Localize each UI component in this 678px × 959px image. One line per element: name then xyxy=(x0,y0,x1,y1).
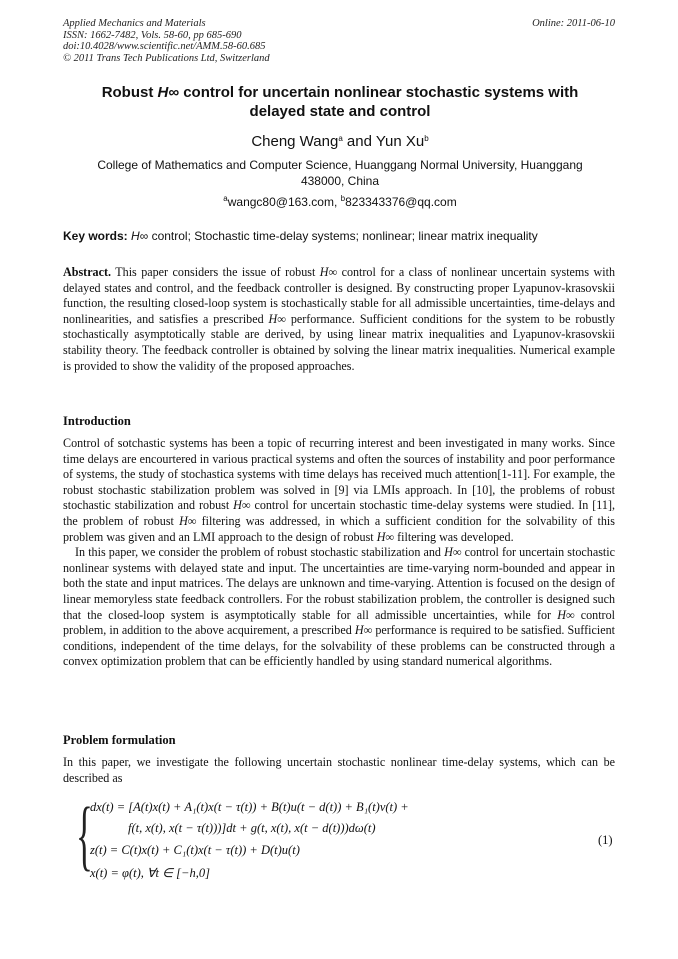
author-sup: a xyxy=(338,134,343,143)
problem-formulation-heading: Problem formulation xyxy=(63,733,176,747)
hinf-symbol: H∞ xyxy=(268,311,286,326)
keywords-label: Key words: xyxy=(63,229,132,243)
author-list xyxy=(60,133,620,150)
equation-number: (1) xyxy=(598,833,613,847)
copyright-line: © 2011 Trans Tech Publications Ltd, Switzerland xyxy=(63,52,270,64)
intro-text: control for uncertain stochastic nonlinear systems with delayed state and input. The uncertainties are time-varying norm-bounded and appear in both the state and input matrices. The delays are unknown and time-varying. Attention is focused on the design of linear memoryless state feedback controllers. For the robust stabilization problem, the controller is designed such that the closed-loop system is asymptotically stable for all admissible uncertainties, while for xyxy=(63,545,615,622)
title-part: Robust xyxy=(101,84,158,101)
email-sup: a xyxy=(223,194,228,203)
title-line2: delayed state and control xyxy=(249,103,431,120)
equation-line-2: f(t, x(t), x(t − τ(t)))]dt + g(t, x(t), x(t − d(t)))dω(t) xyxy=(128,821,376,835)
intro-text: control for uncertain stochastic time-delay systems were studied. In [11], the problem of robust xyxy=(63,498,615,528)
problem-formulation-text: In this paper, we investigate the following uncertain stochastic nonlinear time-delay systems, which can be described as xyxy=(63,755,615,785)
equation-line-4: x(t) = φ(t), ∀t ∈ [−h,0] xyxy=(90,866,210,880)
intro-text: filtering was developed. xyxy=(394,529,514,544)
hinf-symbol: H∞ xyxy=(179,513,197,528)
equation-line-1: dx(t) = [A(t)x(t) + A₁(t)x(t − τ(t)) + B(t)u(t − d(t)) + B₁(t)v(t) + xyxy=(90,800,409,814)
intro-text: filtering was addressed, in which a sufficient condition for the solvability of this problem was given and an LMI approach to the design of robust xyxy=(63,513,615,544)
introduction-body xyxy=(63,436,615,670)
email-link[interactable]: wangc80@163.com, xyxy=(227,195,341,209)
author-name: Cheng Wang xyxy=(251,133,339,150)
author-sup: b xyxy=(424,134,429,143)
equation-line-3: z(t) = C(t)x(t) + C₁(t)x(t − τ(t)) + D(t)u(t) xyxy=(90,843,300,857)
keywords-text: control; Stochastic time-delay systems; nonlinear; linear matrix inequality xyxy=(148,229,538,243)
paper-title xyxy=(80,83,600,121)
journal-header xyxy=(63,18,615,64)
title-hinf: H∞ xyxy=(157,84,180,101)
doi-line: doi:10.4028/www.scientific.net/AMM.58-60.685 xyxy=(63,41,266,52)
hinf-symbol: H∞ xyxy=(319,265,338,279)
intro-paragraph-1 xyxy=(63,436,615,545)
left-brace-icon: { xyxy=(76,791,93,878)
keywords-hinf: H∞ xyxy=(131,229,149,243)
abstract-text: control for a class of nonlinear uncertain systems with delayed states and control, and the feedback controller is designed. By constructing proper Lyapunov-krasovskii function, the resulting closed-loop system is stochastically stable for all admissible uncertainties, time-delays and nonlinearities, and satisfies a prescribed xyxy=(63,265,615,326)
intro-text: Control of sotchastic systems has been a topic of recurring interest and been investigated in many works. Since time delays are encourtered in various practical systems and often the sources of instability and poor performance of systems, the study of stochastica systems with time delays has received much attention[1-11]. For example, the robust stochastic stabilization problem was solved in [9] via LMIs approach. In [10], the problems of robust stochastic stabilization and robust xyxy=(63,436,615,513)
introduction-heading: Introduction xyxy=(63,414,131,428)
journal-name: Applied Mechanics and Materials xyxy=(63,18,206,29)
abstract xyxy=(63,265,615,374)
hinf-symbol: H∞ xyxy=(557,607,575,622)
intro-text: performance is required to be satisfied. Sufficient conditions, independent of the time delays, for the solvability of these problems can be constructed through a convex optimization problem that can be efficiently handled by using standard numerical algorithms. xyxy=(63,623,615,669)
abstract-text: This paper considers the issue of robust xyxy=(111,265,320,279)
hinf-symbol: H∞ xyxy=(444,545,462,560)
online-date: Online: 2011-06-10 xyxy=(532,18,615,29)
abstract-label: Abstract. xyxy=(63,265,112,279)
intro-text: In this paper, we consider the problem of robust stochastic stabilization and xyxy=(75,545,445,560)
email-link[interactable]: 823343376@qq.com xyxy=(345,195,457,209)
intro-paragraph-2 xyxy=(63,545,615,670)
author-emails xyxy=(60,194,620,209)
abstract-text: performance. Sufficient conditions for the system to be robustly stochastically asymptotically stable are derived, by using linear matrix inequalities and Lyapunov-krasovskii stability theory. The feedback controller is obtained by solving the linear matrix inequalities. Numerical example is provided to show the validity of the proposed approaches. xyxy=(63,311,615,373)
keywords xyxy=(63,229,615,243)
title-part: control for uncertain nonlinear stochastic systems with xyxy=(179,84,579,101)
author-name: and Yun Xu xyxy=(342,133,425,150)
issn-line: ISSN: 1662-7482, Vols. 58-60, pp 685-690 xyxy=(63,29,242,41)
affiliation-line: 438000, China xyxy=(300,174,380,188)
affiliation-line: College of Mathematics and Computer Science, Huanggang Normal University, Huanggang xyxy=(97,158,583,172)
hinf-symbol: H∞ xyxy=(233,498,251,513)
hinf-symbol: H∞ xyxy=(376,529,395,544)
affiliation xyxy=(70,157,610,189)
hinf-symbol: H∞ xyxy=(354,623,373,638)
intro-text: control problem, in addition to the above acquirement, a prescribed xyxy=(63,607,615,638)
email-sup: b xyxy=(340,194,346,203)
